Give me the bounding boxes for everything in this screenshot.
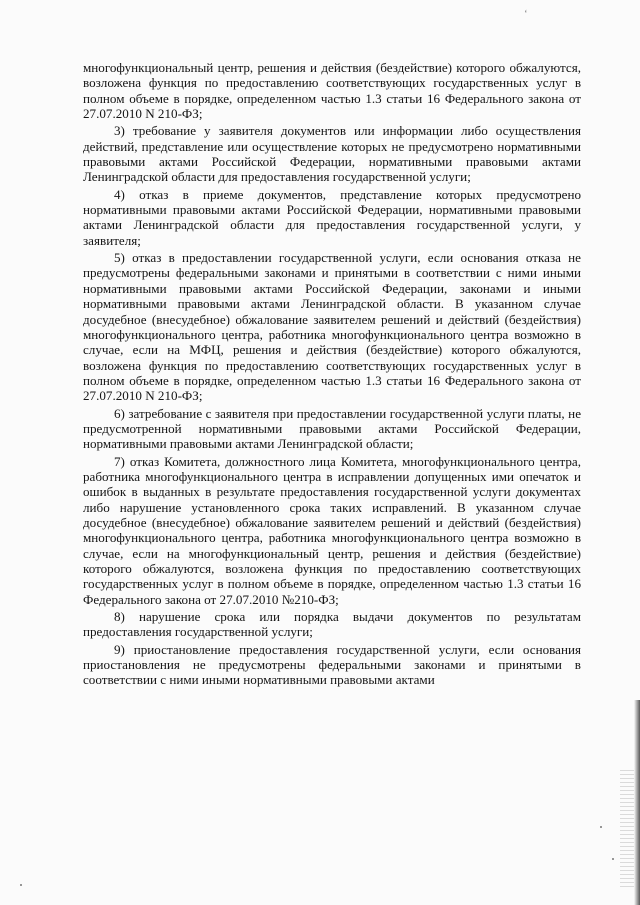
paragraph-continuation: многофункциональный центр, решения и действия (бездействие) которого обжалуются, возложена функция по предоставлению соответствующих государственных услуг в полном объеме в порядке, определенном частью 1.3 статьи 16 Федерального закона от 27.07.2010 N 210-ФЗ; [83,60,581,122]
scan-speck [600,826,602,828]
paragraph-item-5: 5) отказ в предоставлении государственной услуги, если основания отказа не предусмотрены федеральными законами и принятыми в соответствии с ними иными нормативными правовыми актами Российской Федерации, законами и иными нормативными правовыми актами Ленинградской области. В указанном случае досудебное (внесудебное) обжалование заявителем решений и действий (бездействия) многофункционального центра, работника многофункционального центра возможно в случае, если на МФЦ, решения и действия (бездействие) которого обжалуются, возложена функция по предоставлению соответствующих государственных услуг в полном объеме в порядке, определенном частью 1.3 статьи 16 Федерального закона от 27.07.2010 N 210-ФЗ; [83,250,581,404]
paragraph-item-8: 8) нарушение срока или порядка выдачи документов по результатам предоставления государственной услуги; [83,609,581,640]
corner-mark: ‘ [524,8,528,20]
scan-edge-noise [620,770,634,890]
document-text [83,60,581,690]
paragraph-item-4: 4) отказ в приеме документов, представление которых предусмотрено нормативными правовыми актами Российской Федерации, нормативными правовыми актами Ленинградской области для предоставления государственной услуги, у заявителя; [83,186,581,248]
scan-edge-shadow [634,700,640,905]
scan-speck [20,884,22,886]
paragraph-item-6: 6) затребование с заявителя при предоставлении государственной услуги платы, не предусмотренной нормативными правовыми актами Российской Федерации, нормативными правовыми актами Ленинградской области; [83,405,581,452]
paragraph-item-7: 7) отказ Комитета, должностного лица Комитета, многофункционального центра, работника многофункционального центра в исправлении допущенных ими опечаток и ошибок в выданных в результате предоставления государственной услуги документах либо нарушение установленного срока таких исправлений. В указанном случае досудебное (внесудебное) обжалование заявителем решений и действий (бездействия) многофункционального центра, работника многофункционального центра возможно в случае, если на многофункциональный центр, решения и действия (бездействие) которого обжалуются, возложена функция по предоставлению соответствующих государственных услуг в полном объеме в порядке, определенном частью 1.3 статьи 16 Федерального закона от 27.07.2010 №210-ФЗ; [83,453,581,607]
paragraph-item-3: 3) требование у заявителя документов или информации либо осуществления действий, представление или осуществление которых не предусмотрено нормативными правовыми актами Российской Федерации, нормативными правовыми актами Ленинградской области для предоставления государственной услуги; [83,123,581,185]
paragraph-item-9: 9) приостановление предоставления государственной услуги, если основания приостановления не предусмотрены федеральными законами и принятыми в соответствии с ними иными нормативными правовыми актами [83,641,581,688]
scan-speck [612,858,614,860]
